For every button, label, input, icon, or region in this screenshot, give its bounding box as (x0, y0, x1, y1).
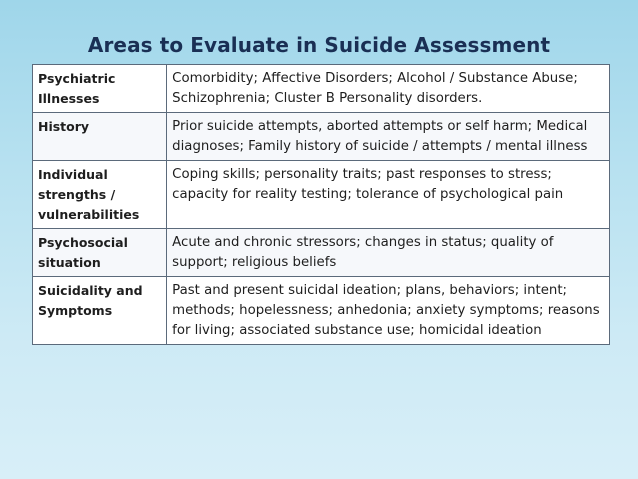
row-label: History (33, 113, 167, 161)
assessment-table (32, 64, 610, 345)
table-row-psychosocial-situation (33, 229, 610, 277)
slide-title: Areas to Evaluate in Suicide Assessment (87, 33, 551, 57)
row-description: Coping skills; personality traits; past responses to stress; capacity for reality testing; tolerance of psychological pain (167, 161, 610, 229)
row-description: Prior suicide attempts, aborted attempts or self harm; Medical diagnoses; Family history of suicide / attempts / mental illness (167, 113, 610, 161)
table-row-psychiatric-illnesses (33, 65, 610, 113)
table-row-suicidality-symptoms (33, 277, 610, 345)
row-description: Past and present suicidal ideation; plans, behaviors; intent; methods; hopelessness; anhedonia; anxiety symptoms; reasons for living; associated substance use; homicidal ideation (167, 277, 610, 345)
table-row-individual-strengths (33, 161, 610, 229)
row-label: Psychosocial situation (33, 229, 167, 277)
row-label: Psychiatric Illnesses (33, 65, 167, 113)
table-row-history (33, 113, 610, 161)
row-description: Comorbidity; Affective Disorders; Alcohol / Substance Abuse; Schizophrenia; Cluster B Personality disorders. (167, 65, 610, 113)
row-description: Acute and chronic stressors; changes in status; quality of support; religious beliefs (167, 229, 610, 277)
row-label: Individual strengths / vulnerabilities (33, 161, 167, 229)
row-label: Suicidality and Symptoms (33, 277, 167, 345)
